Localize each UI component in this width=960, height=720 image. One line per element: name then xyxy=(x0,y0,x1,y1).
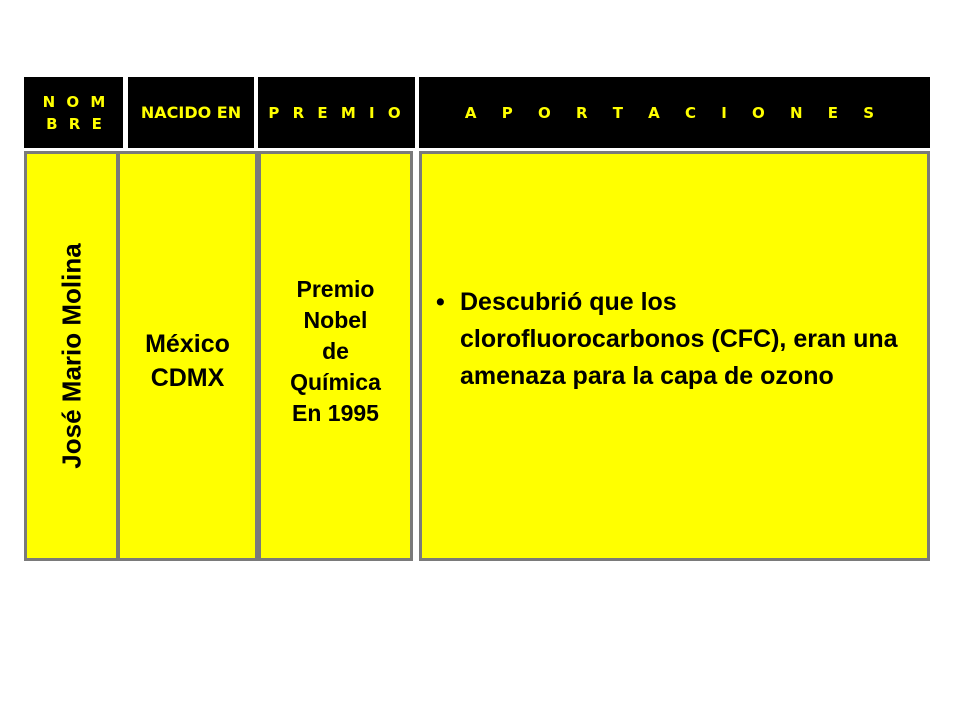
header-nombre: N O M B R E xyxy=(24,77,123,148)
nombre-text: José Mario Molina xyxy=(56,243,86,469)
premio-line: En 1995 xyxy=(292,399,379,426)
header-aportaciones: A P O R T A C I O N E S xyxy=(419,77,930,148)
premio-line: Química xyxy=(290,368,381,395)
nacido-line: México xyxy=(145,330,230,358)
bullet-icon: • xyxy=(436,288,445,316)
list-item xyxy=(436,284,907,395)
cell-nombre xyxy=(24,151,119,561)
cell-nacido-en xyxy=(117,151,258,561)
nacido-line: CDMX xyxy=(150,364,225,392)
cell-aportaciones xyxy=(419,151,930,561)
premio-line: Nobel xyxy=(303,306,368,333)
premio-line: de xyxy=(322,337,349,364)
aportacion-text: Descubrió que los clorofluorocarbonos (CFC), eran una amenaza para la capa de ozono xyxy=(460,288,898,390)
cell-premio xyxy=(258,151,413,561)
premio-line: Premio xyxy=(296,275,375,302)
header-premio: P R E M I O xyxy=(258,77,415,148)
header-nacido-en: NACIDO EN xyxy=(128,77,254,148)
